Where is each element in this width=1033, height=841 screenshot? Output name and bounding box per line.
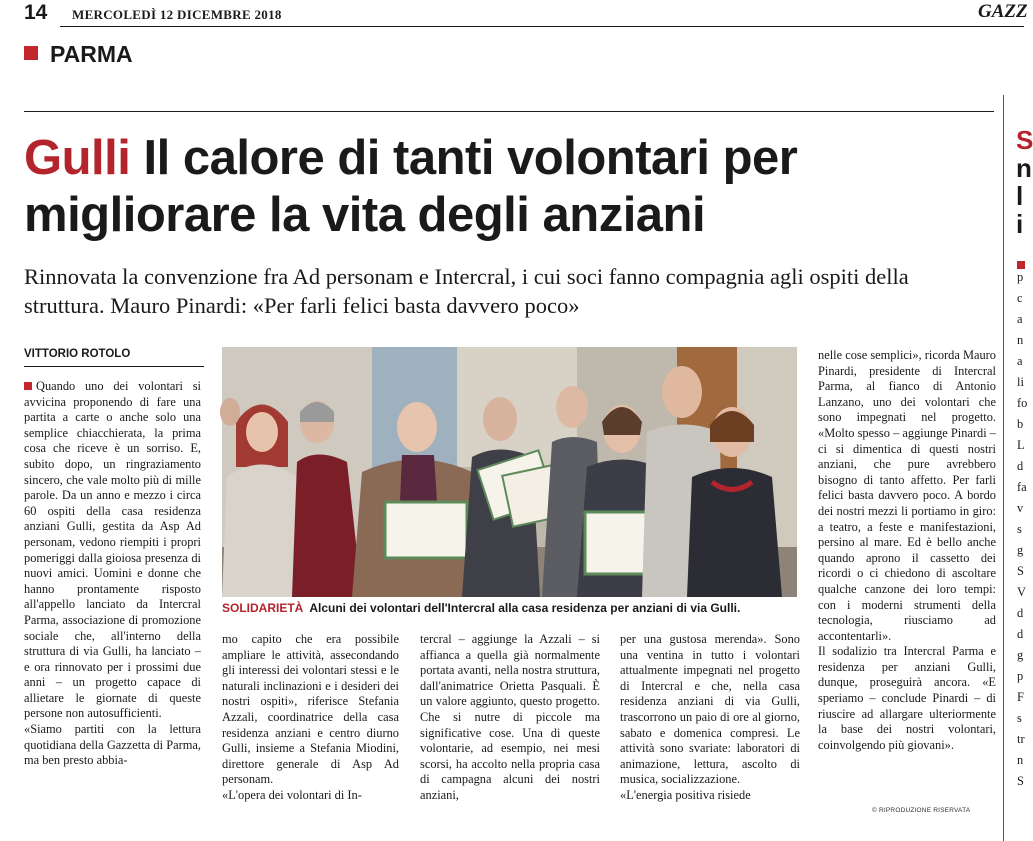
adjacent-text-fragment: S xyxy=(1017,774,1024,788)
adjacent-headline-letter: S xyxy=(1016,125,1033,155)
column-2-text: mo capito che era possibile ampliare le attività, assecondando gli interessi dei volontari stessi e le naturali inclinazioni e i desideri dei nostri ospiti», riferisce Stefania Azzali, coordinatrice della casa residenza anziani e centro diurno Gulli, insieme a Stefania Miodini, direttore generale di Asp Ad personam. xyxy=(222,632,399,787)
column-4-text: per una gustosa merenda». Sono una ventina in tutto i volontari attualmente impegnati nel progetto di Intercral e che, nella casa residenza anziani di via Gulli, trascorrono un paio di ore al giorno, sabato e domenica compresi. Le attività sono svariate: laboratori di animazione, lettura, ascolto di musica, socializzazione. xyxy=(620,632,800,787)
adjacent-text-fragment: p xyxy=(1017,669,1024,683)
section-title: PARMA xyxy=(50,41,133,67)
column-1-text-b: «Siamo partiti con la lettura quotidiana della Gazzetta di Parma, ma ben presto abbia- xyxy=(24,722,201,768)
article-column-1 xyxy=(24,379,201,769)
adjacent-text-fragment: V xyxy=(1017,585,1026,599)
caption-label: SOLIDARIETÀ xyxy=(222,601,304,615)
adjacent-text-fragment: F xyxy=(1017,690,1024,704)
article-headline xyxy=(24,130,1004,244)
issue-date: MERCOLEDÌ 12 DICEMBRE 2018 xyxy=(72,7,282,22)
adjacent-text-fragment: n xyxy=(1017,333,1024,347)
headline-keyword: Gulli xyxy=(24,131,131,185)
article-subhead: Rinnovata la convenzione fra Ad personam e Intercral, i cui soci fanno compagnia agli ospiti della struttura. Mauro Pinardi: «Per farli felici basta davvero poco» xyxy=(24,264,909,318)
adjacent-text-fragment: d xyxy=(1017,459,1024,473)
adjacent-text-fragment: n xyxy=(1017,753,1024,767)
column-5-text-b: Il sodalizio tra Intercral Parma e residenza per anziani Gulli, dunque, proseguirà ancora. «E speriamo – conclude Pinardi – di riuscire ad allargare ulteriormente la base dei nostri volontari, coinvolgendo più giovani». xyxy=(818,644,996,752)
adjacent-text-fragment: s xyxy=(1017,711,1022,725)
adjacent-text-fragment: fo xyxy=(1017,396,1028,410)
headline-text: Il calore di tanti volontari per migliorare la vita degli anziani xyxy=(24,131,798,242)
column-4-text-b: «L'energia positiva risiede xyxy=(620,787,751,802)
newspaper-logo: GAZZ xyxy=(978,1,1028,22)
adjacent-text-fragment: c xyxy=(1017,291,1023,305)
article-column-5 xyxy=(818,348,996,753)
page-number: 14 xyxy=(24,1,48,24)
photo-caption xyxy=(222,601,802,616)
adjacent-text-fragment: L xyxy=(1017,438,1025,452)
byline-rule xyxy=(24,366,204,367)
adjacent-text-fragment: d xyxy=(1017,606,1024,620)
byline: VITTORIO ROTOLO xyxy=(24,348,131,360)
section-marker-icon xyxy=(24,46,38,60)
article-column-2 xyxy=(222,632,399,804)
adjacent-text-fragment: a xyxy=(1017,354,1023,368)
adjacent-text-fragment: v xyxy=(1017,501,1024,515)
caption-text: Alcuni dei volontari dell'Intercral alla casa residenza per anziani di via Gulli. xyxy=(309,601,741,615)
adjacent-text-fragment: tr xyxy=(1017,732,1025,746)
copyright-notice: © RIPRODUZIONE RISERVATA xyxy=(872,807,971,814)
adjacent-text-fragment: s xyxy=(1017,522,1022,536)
section-rule xyxy=(24,111,994,112)
column-1-text: Quando uno dei volontari si avvicina proponendo di fare una partita a carte o anche solo una semplice chiacchierata, la prima cosa che riceve è un sorriso. E, subito dopo, un ringraziamento sincero, che vale molto più di mille parole. Da un anno e mezzo i circa 60 ospiti della casa residenza anziani Gulli, gestita da Asp Ad personam, vedono riempiti i propri pomeriggi dalla gioiosa presenza di nuovi amici. Uomini e donne che hanno prontamente risposto all'appello lanciato da Intercral Parma, associazione di promozione sociale che, all'interno della struttura di via Gulli, ha lanciato – e ora rinnovato per i prossimi due anni – un progetto capace di allietare le giornate di queste persone non autosufficienti. xyxy=(24,379,201,721)
column-5-text: nelle cose semplici», ricorda Mauro Pinardi, presidente di Intercral Parma, al fianco di Antonio Lanzano, uno dei volontari che sono impegnati nel progetto. «Molto spesso – aggiunge Pinardi – ci si dimentica di questi nostri anziani, che pure avrebbero bisogno di tanto affetto. Per farli felici basta davvero poco. A bordo dei nostri mezzi li portiamo in giro: a teatro, a feste e manifestazioni, persino al mare. Ed è bello anche quando aprono il cassetto dei ricordi o ci chiedono di ascoltare qualche canzone dei loro tempi: con i moderni strumenti della tecnologia, riusciamo ad accontentarli». xyxy=(818,348,996,643)
header-rule xyxy=(60,26,1024,27)
adjacent-text-fragment: fa xyxy=(1017,480,1027,494)
column-2-text-b: «L'opera dei volontari di In- xyxy=(222,787,362,802)
adjacent-text-fragment: g xyxy=(1017,543,1024,557)
adjacent-text-fragment: g xyxy=(1017,648,1024,662)
paragraph-marker-icon xyxy=(24,382,32,390)
adjacent-text-fragment: a xyxy=(1017,312,1023,326)
adjacent-text-fragment: li xyxy=(1017,375,1024,389)
volunteers-group-photo xyxy=(222,347,797,597)
adjacent-headline-letter: n xyxy=(1016,153,1032,183)
adjacent-text-fragment: S xyxy=(1017,564,1024,578)
adjacent-headline-letter: i xyxy=(1016,209,1024,239)
adjacent-text-fragment: p xyxy=(1017,270,1024,284)
article-column-3 xyxy=(420,632,600,804)
column-3-text: tercral – aggiunge la Azzali – si affianca a quella già normalmente portata avanti, nella nostra struttura, dall'animatrice Orietta Pasquali. È un valore aggiunto, questo progetto. Che si nutre di piccole ma significative cose. Una di queste volontarie, ad esempio, nei mesi scorsi, ha accolto nella propria casa di campagna alcuni dei nostri anziani, xyxy=(420,632,600,802)
article-column-4 xyxy=(620,632,800,804)
adjacent-text-fragment: d xyxy=(1017,627,1024,641)
article-photo xyxy=(222,347,797,597)
adjacent-marker-icon xyxy=(1017,261,1025,269)
adjacent-text-fragment: b xyxy=(1017,417,1024,431)
adjacent-headline-letter: l xyxy=(1016,181,1024,211)
